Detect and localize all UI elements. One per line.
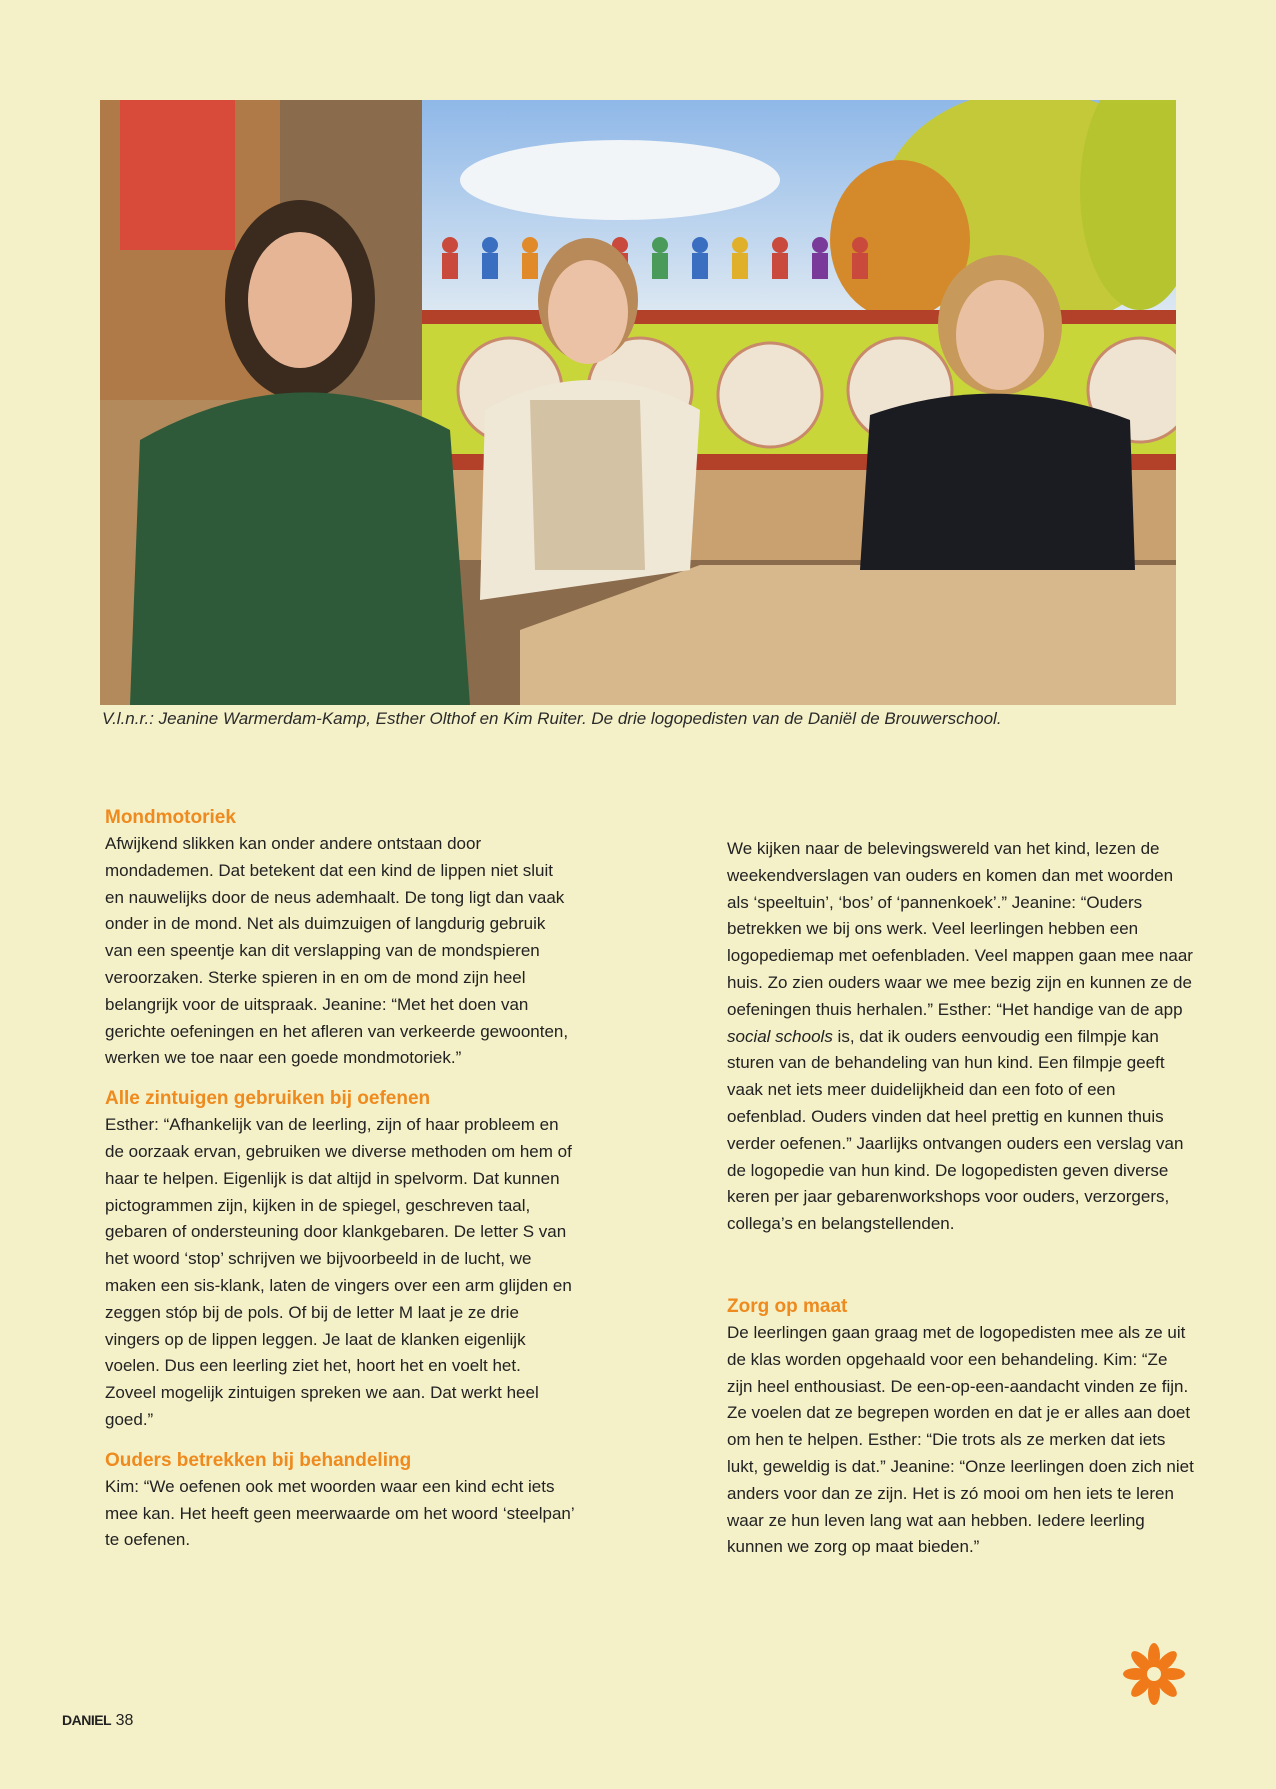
section-heading-zorg-op-maat: Zorg op maat [727,1295,848,1317]
paragraph-ouders-continued [727,836,1197,1238]
photo-illustration [100,100,1176,705]
section-heading-ouders: Ouders betrekken bij behandeling [105,1449,412,1471]
paragraph-ouders: Kim: “We oefenen ook met woorden waar een kind echt iets mee kan. Het heeft geen meerwaarde om het woord ‘steelpan’ te oefenen. [105,1476,575,1550]
paragraph-mondmotoriek: Afwijkend slikken kan onder andere ontstaan door mondademen. Dat betekent dat een kind de lippen niet sluit en nauwelijks door de neus ademhaalt. De tong ligt dan vaak onder in de mond. Net als duimzuigen of langdurig gebruik van een speentje kan dit verslapping van de mondspieren veroorzaken. Sterke spieren in en om de mond zijn heel belangrijk voor de uitspraak. Jeanine: “Met het doen van gerichte oefeningen en het afleren van verkeerde gewoonten, werken we toe naar een goede mondmotoriek.” [105,834,569,1068]
section-heading-zintuigen: Alle zintuigen gebruiken bij oefenen [105,1088,431,1110]
page-footer [62,1712,133,1730]
section-heading-mondmotoriek: Mondmotoriek [105,807,236,828]
magazine-brand: DANIEL [62,1712,112,1728]
flower-icon [1122,1642,1186,1706]
paragraph-ouders-text-b: is, dat ik ouders eenvoudig een filmpje kan sturen van de behandeling van hun kind. Een filmpje geeft vaak net iets meer duidelijkheid dan een foto of een oefenblad. Ouders vinden dat heel prettig en kunnen thuis verder oefenen.” Jaarlijks ontvangen ouders een verslag van de logopedie van hun kind. De logopedisten geven diverse keren per jaar gebarenworkshops voor ouders, verzorgers, collega’s en belangstellenden. [727,1026,1184,1234]
left-column [105,805,575,1554]
paragraph-ouders-text-a: We kijken naar de belevingswereld van het kind, lezen de weekendverslagen van ouders en komen dan met woorden als ‘speeltuin’, ‘bos’ of ‘pannenkoek’.” Jeanine: “Ouders betrekken we bij ons werk. Veel leerlingen hebben een logopediemap met oefenbladen. Veel mappen gaan mee naar huis. Zo zien ouders waar we mee bezig zijn en kunnen ze de oefeningen thuis herhalen.” Esther: “Het handige van de app [727,839,1193,1019]
paragraph-zintuigen: Esther: “Afhankelijk van de leerling, zijn of haar probleem en de oorzaak ervan, gebruiken we diverse methoden om hem of haar te helpen. Eigenlijk is dat altijd in spelvorm. Dat kunnen pictogrammen zijn, kijken in de spiegel, geschreven taal, gebaren of ondersteuning door klankgebaren. De letter S van het woord ‘stop’ schrijven we bijvoorbeeld in de lucht, we maken een sis-klank, laten de vingers over een arm glijden en zeggen stóp bij de pols. Of bij de letter M laat je ze drie vingers op de lippen leggen. Je laat de klanken eigenlijk voelen. Dus een leerling ziet het, hoort het en voelt het. Zoveel mogelijk zintuigen spreken we aan. Dat werkt heel goed.” [105,1115,572,1429]
paragraph-zorg-op-maat: De leerlingen gaan graag met de logopedisten mee als ze uit de klas worden opgehaald voor een behandeling. Kim: “Ze zijn heel enthousiast. De een-op-een-aandacht vinden ze fijn. Ze voelen dat ze begrepen worden en dat je er alles aan doet om hen te helpen. Esther: “Die trots als ze merken dat iets lukt, geweldig is dat.” Jeanine: “Onze leerlingen doen zich niet anders voor dan ze zijn. Het is zó mooi om hen iets te leren waar ze hun leven lang wat aan hebben. Iedere leerling kunnen we zorg op maat bieden.” [727,1322,1194,1557]
article-photo [100,100,1176,705]
page-number: 38 [115,1712,134,1729]
right-column [727,836,1197,1561]
app-name-emphasis: social schools [727,1026,833,1046]
photo-caption: V.l.n.r.: Jeanine Warmerdam-Kamp, Esther Olthof en Kim Ruiter. De drie logopedisten van de Daniël de Brouwerschool. [102,709,1002,728]
